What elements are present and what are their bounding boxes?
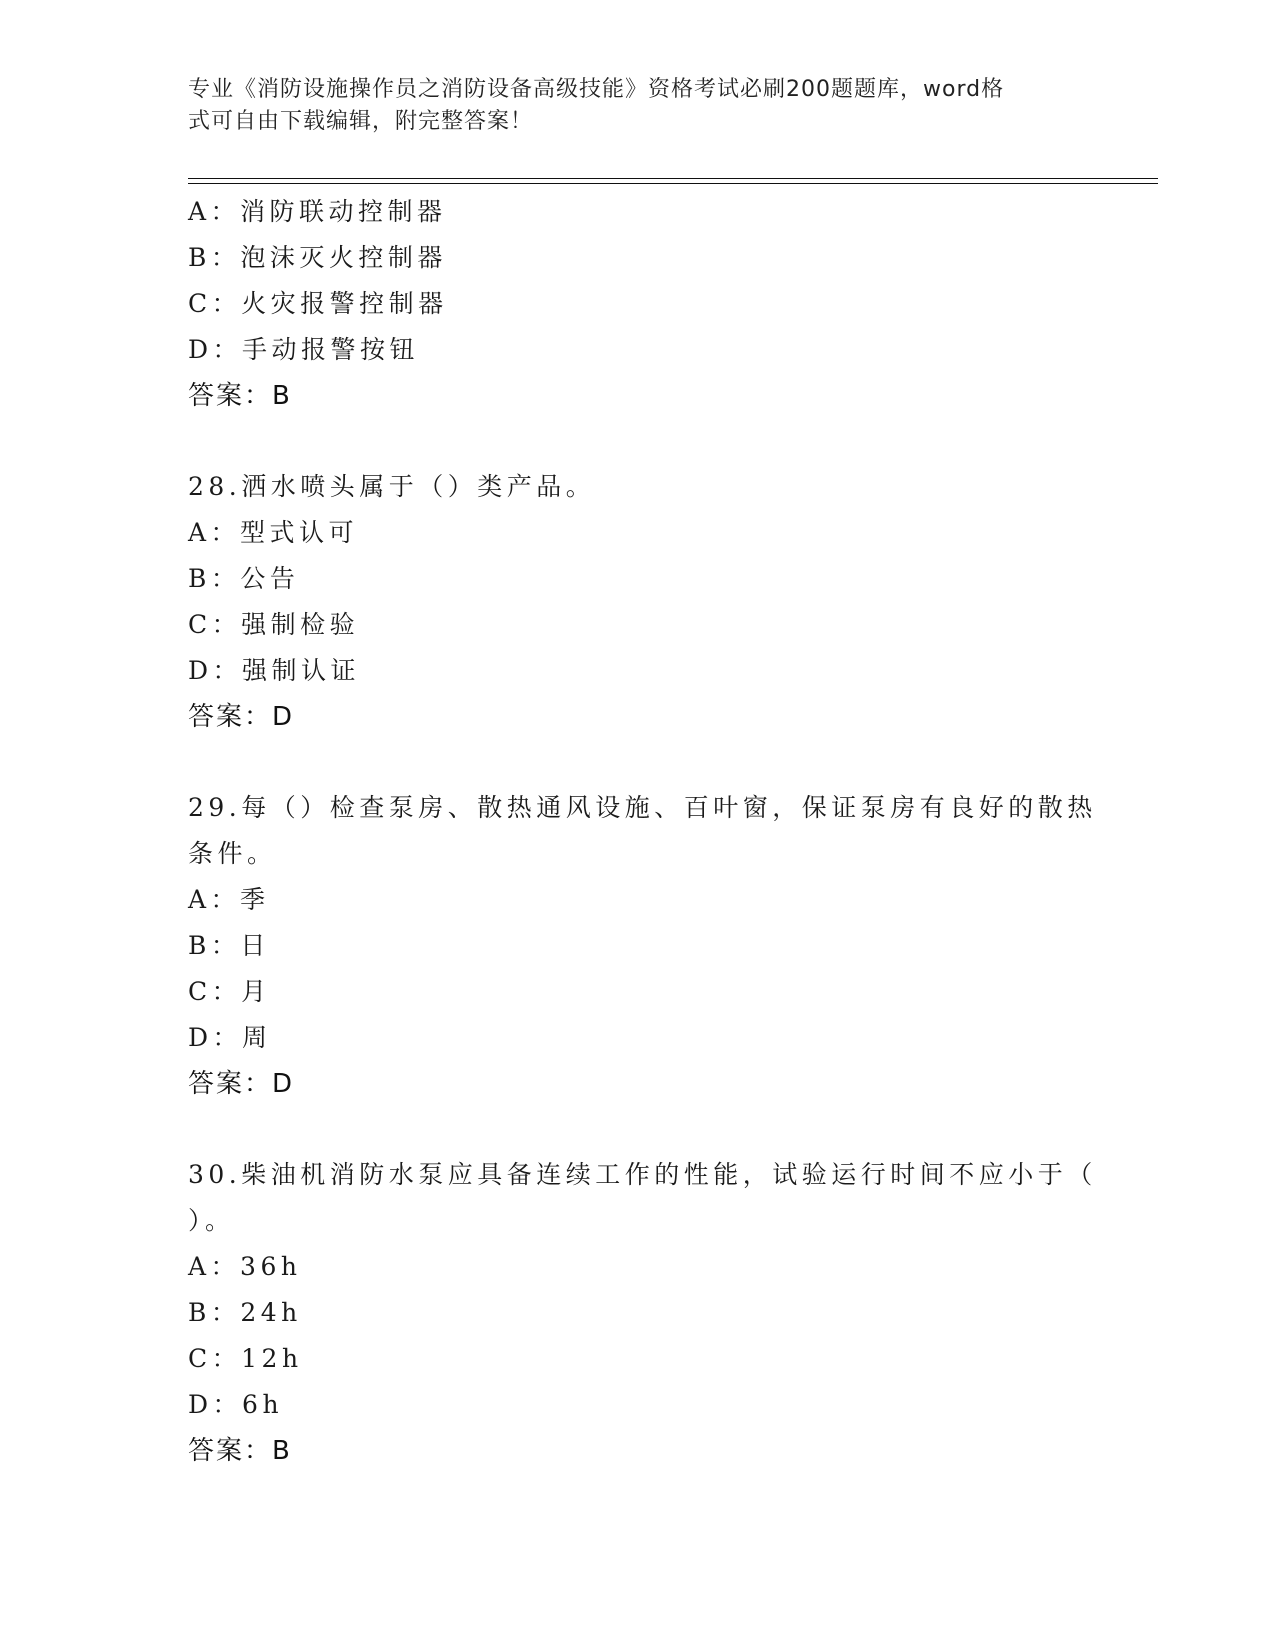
question-stem-line-2: ）。 [188, 1206, 235, 1235]
question-stem-line-1: 29.每（）检查泵房、散热通风设施、百叶窗，保证泵房有良好的散热 [188, 793, 1097, 822]
answer: 答案：D [188, 702, 295, 732]
header-divider-bottom [188, 183, 1158, 184]
option-c: C：月 [188, 977, 271, 1006]
answer: 答案：D [188, 1069, 295, 1099]
option-c: C：强制检验 [188, 610, 360, 639]
option-d: D：6h [188, 1390, 284, 1419]
option-d: D：周 [188, 1023, 272, 1052]
option-a: A：季 [188, 885, 270, 914]
question-28 [188, 464, 1088, 740]
option-c: C：火灾报警控制器 [188, 289, 448, 318]
question-27 [188, 189, 1088, 419]
option-a: A：型式认可 [188, 518, 359, 547]
question-30 [188, 1152, 1097, 1474]
option-d: D：手动报警按钮 [188, 335, 420, 364]
option-b: B：日 [188, 931, 270, 960]
question-stem-line-1: 30.柴油机消防水泵应具备连续工作的性能，试验运行时间不应小于（ [188, 1160, 1097, 1189]
spacer [188, 419, 1088, 464]
question-stem: 28.洒水喷头属于（）类产品。 [188, 472, 596, 501]
option-a: A：消防联动控制器 [188, 197, 447, 226]
question-stem-line-2: 条件。 [188, 839, 277, 868]
option-b: B：泡沫灭火控制器 [188, 243, 447, 272]
option-d: D：强制认证 [188, 656, 361, 685]
spacer [188, 740, 1088, 785]
document-header [188, 74, 1078, 138]
header-line-2: 式可自由下载编辑，附完整答案！ [188, 109, 534, 134]
option-c: C：12h [188, 1344, 303, 1373]
answer: 答案：B [188, 1436, 292, 1466]
header-divider-top [188, 178, 1158, 179]
question-list [188, 189, 1097, 1474]
spacer [188, 1107, 1088, 1152]
option-a: A：36h [188, 1252, 302, 1281]
answer: 答案：B [188, 381, 292, 411]
option-b: B：24h [188, 1298, 302, 1327]
option-b: B：公告 [188, 564, 300, 593]
question-29 [188, 785, 1097, 1107]
header-line-1: 专业《消防设施操作员之消防设备高级技能》资格考试必刷200题题库，word格 [188, 77, 1005, 102]
